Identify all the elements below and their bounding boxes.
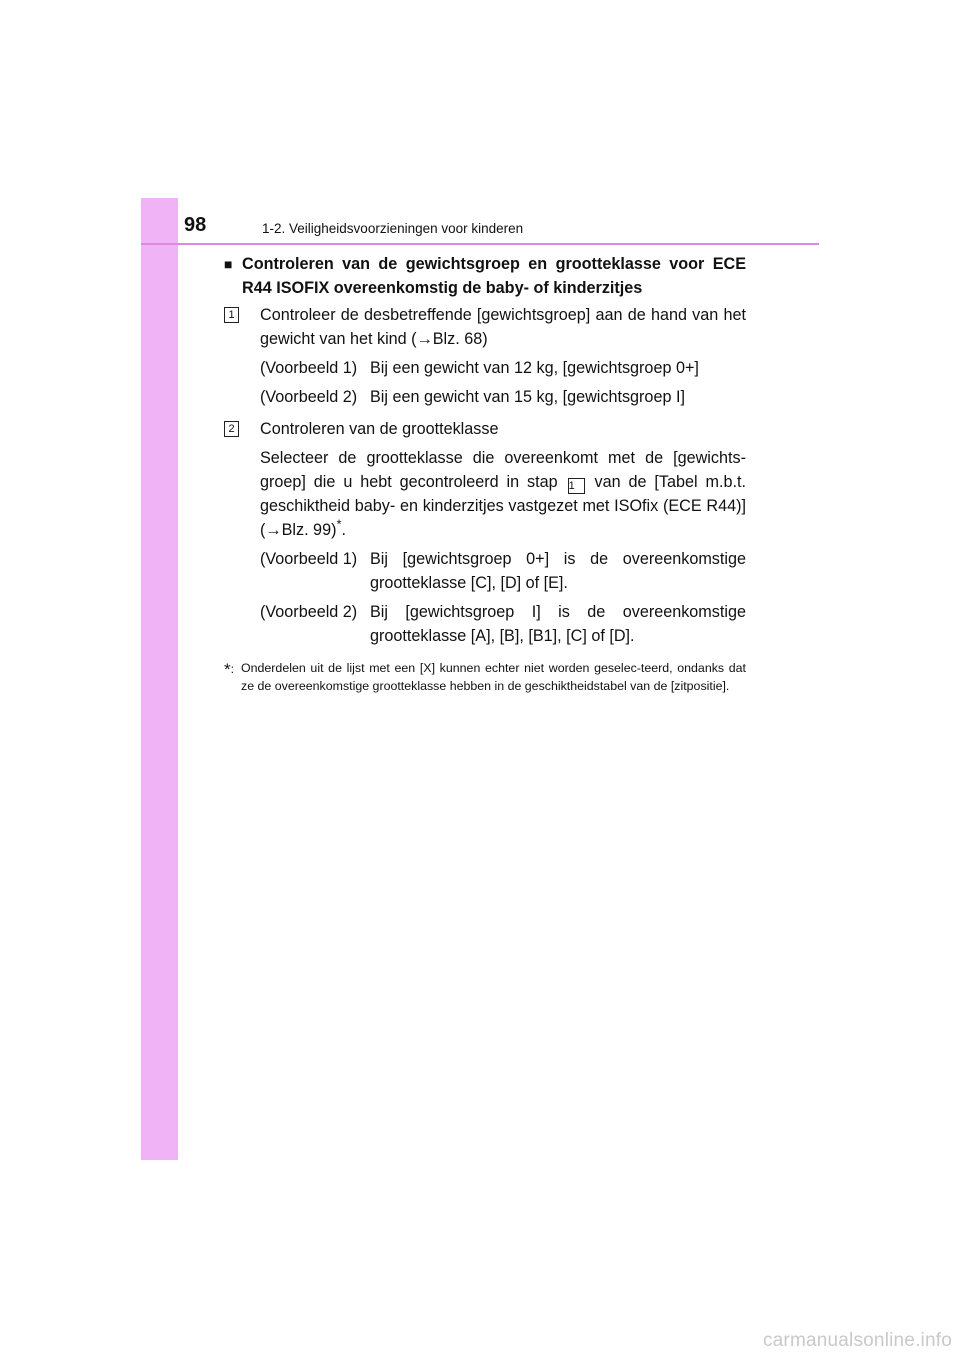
- footnote-text: Onderdelen uit de lijst met een [X] kunnen echter niet worden geselec-teerd, ondanks dat ze de overeenkomstige grootteklasse hebben in de geschiktheidstabel van de [zitpositie].: [241, 661, 746, 693]
- footnote-colon: :: [230, 662, 235, 676]
- square-bullet-icon: ■: [224, 256, 233, 272]
- example-text: Bij [gewichtsgroep 0+] is de overeenkomstige grootteklasse [C], [D] of [E].: [370, 550, 746, 592]
- watermark: carmanualsonline.info: [762, 1330, 952, 1351]
- step-2-example-1: [260, 547, 746, 595]
- example-text: Bij [gewichtsgroep I] is de overeenkomstige grootteklasse [A], [B], [B1], [C] of [D].: [370, 603, 746, 645]
- example-text: Bij een gewicht van 15 kg, [gewichtsgroep I]: [370, 388, 685, 406]
- asterisk-icon: *: [224, 660, 231, 679]
- step-2-text-before: Selecteer de grootteklasse die overeenkomt met de [gewichts-groep] die u hebt gecontroleerd in stap: [260, 449, 746, 491]
- footnote: [224, 659, 746, 695]
- section-heading: [224, 252, 746, 300]
- step-reference-badge: 1: [568, 478, 585, 494]
- step-1-example-1: [260, 356, 746, 380]
- step-2-title: Controleren van de grootteklasse: [260, 420, 499, 438]
- example-label: (Voorbeeld 1): [260, 550, 358, 568]
- step-2-text-end: .: [341, 521, 347, 539]
- step-1-text: Controleer de desbetreffende [gewichtsgroep] aan de hand van het gewicht van het kind (→Blz. 68): [260, 306, 746, 348]
- step-1-body: [260, 303, 746, 414]
- example-label: (Voorbeeld 2): [260, 388, 358, 406]
- footnote-marker: [224, 659, 241, 695]
- header-rule: [141, 243, 819, 245]
- chapter-title: 1-2. Veiligheidsvoorzieningen voor kinderen: [262, 221, 524, 236]
- chapter-side-band: [141, 198, 178, 1160]
- step-number-badge: 1: [224, 307, 239, 323]
- step-2-body: [260, 417, 746, 653]
- step-2-example-2: [260, 600, 746, 648]
- section-title: Controleren van de gewichtsgroep en grootteklasse voor ECE R44 ISOFIX overeenkomstig de baby- of kinderzitjes: [242, 255, 746, 297]
- step-1: [224, 303, 746, 414]
- example-label: (Voorbeeld 1): [260, 359, 358, 377]
- step-1-example-2: [260, 385, 746, 409]
- step-2: [224, 417, 746, 653]
- example-text: Bij een gewicht van 12 kg, [gewichtsgroep 0+]: [370, 359, 699, 377]
- example-label: (Voorbeeld 2): [260, 603, 358, 621]
- page-content: [224, 252, 746, 695]
- step-2-text-after: van de [Tabel m.b.t. geschiktheid baby- en kinderzitjes vastgezet met ISOfix (ECE R44)] (→Blz. 99): [260, 473, 747, 539]
- step-number-badge: 2: [224, 421, 239, 437]
- step-2-text: [260, 446, 746, 542]
- footnote-reference: *: [336, 516, 342, 532]
- page-number: 98: [184, 214, 207, 236]
